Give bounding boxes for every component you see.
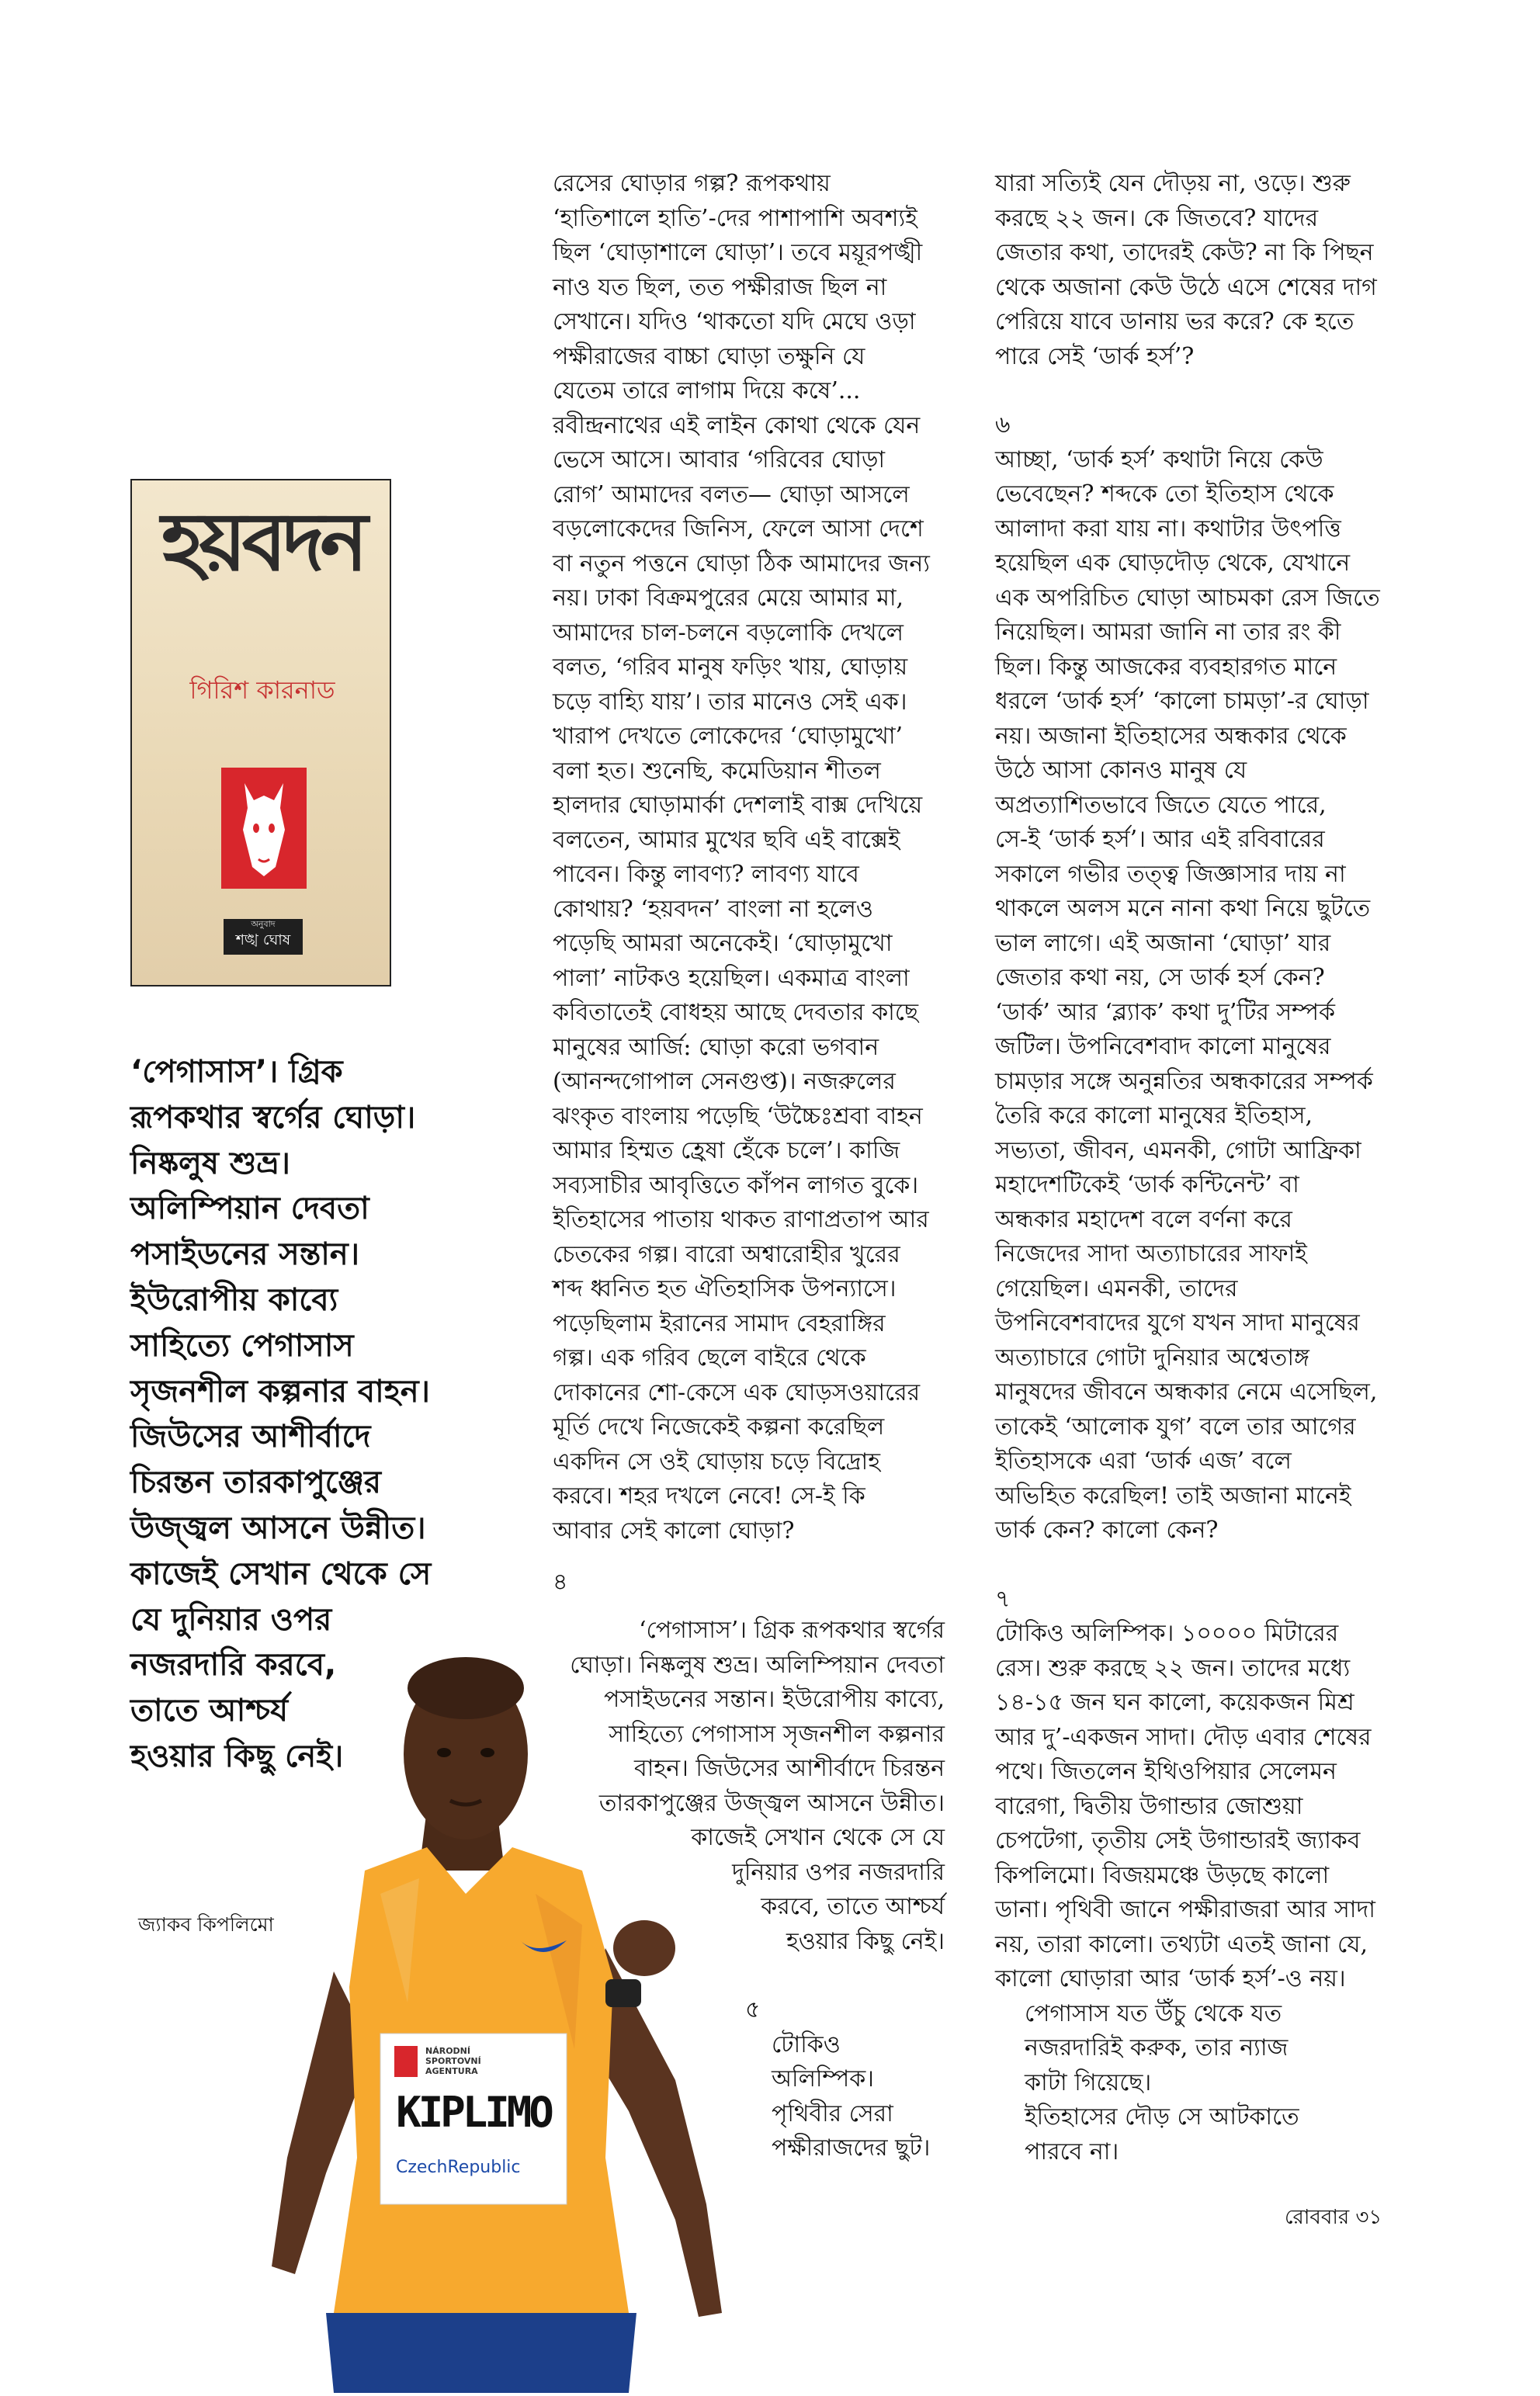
runner-photo (241, 1614, 737, 2393)
text-line: হওয়ার কিছু নেই। (130, 1738, 344, 1774)
text-line: উঠে আসা কোনও মানুষ যে (995, 757, 1247, 784)
text-line: ভেসে আসে। আবার ‘গরিবের ঘোড়া (553, 446, 886, 473)
section-number-5: ৫ (745, 1996, 761, 2023)
text-line: ‘ডার্ক’ আর ‘ব্ল্যাক’ কথা দু’টির সম্পর্ক (995, 998, 1335, 1026)
text-line: সৃজনশীল কল্পনার বাহন। (130, 1373, 430, 1410)
text-line: ছিল। কিন্তু আজকের ব্যবহারগত মানে (995, 653, 1337, 681)
text-line: শব্দ ধ্বনিত হত ঐতিহাসিক উপন্যাসে। (553, 1275, 897, 1302)
section4-line: করবে, তাতে আশ্চর্য (761, 1893, 945, 1920)
section5-body (745, 1993, 945, 2166)
text-line: ইউরোপীয় কাব্যে (130, 1281, 338, 1318)
text-line: ইতিহাসের পাতায় থাকত রাণাপ্রতাপ আর (553, 1206, 929, 1233)
book-title: হয়বদন (161, 494, 364, 589)
text-line: ঝংকৃত বাংলায় পড়েছি ‘উচ্চৈঃশ্রবা বাহন (553, 1102, 923, 1130)
text-line: কালো ঘোড়ারা আর ‘ডার্ক হর্স’-ও নয়। (995, 1965, 1346, 1992)
section-number-7: ৭ (995, 1585, 1011, 1613)
text-line: ছিল ‘ঘোড়াশালে ঘোড়া’। তবে ময়ূরপঙ্খী (553, 239, 923, 266)
article-column-middle (553, 167, 956, 1600)
text-line: জটিল। উপনিবেশবাদ কালো মানুষের (995, 1033, 1331, 1060)
text-line: আলাদা করা যায় না। কথাটার উৎপত্তি (995, 515, 1341, 543)
column3-closing-2 (995, 2100, 1408, 2169)
book-author: গিরিশ কারনাড (189, 675, 335, 705)
text-line: সব্যসাচীর আবৃত্তিতে কাঁপন লাগত বুকে। (553, 1171, 919, 1199)
section4-line: পসাইডনের সন্তান। ইউরোপীয় কাব্যে, (604, 1686, 945, 1713)
text-line: বলত, ‘গরিব মানুষ ফড়িং খায়, ঘোড়ায় (553, 654, 908, 681)
text-line: খারাপ দেখতে লোকেদের ‘ঘোড়ামুখো’ (553, 723, 904, 750)
text-line: নিজেদের সাদা অত্যাচারের সাফাই (995, 1240, 1307, 1267)
text-line: পেগাসাস যত উঁচু থেকে যত (1025, 1999, 1282, 2027)
text-line: হালদার ঘোড়ামার্কা দেশলাই বাক্স দেখিয়ে (553, 792, 923, 819)
translator-name: শঙ্খ ঘোষ (235, 931, 291, 948)
text-line: আবার সেই কালো ঘোড়া? (553, 1517, 795, 1545)
text-line: অভিহিত করেছিল! তাই অজানা মানেই (995, 1482, 1351, 1510)
text-line: ‘হাতিশালে হাতি’-দের পাশাপাশি অবশ্যই (553, 204, 917, 232)
text-line: গেয়েছিল। এমনকী, তাদের (995, 1274, 1238, 1302)
text-line: উপনিবেশবাদের যুগে যখন সাদা মানুষের (995, 1309, 1360, 1337)
text-line: মূর্তি দেখে নিজেকেই কল্পনা করেছিল (553, 1413, 885, 1441)
text-line: থেকে অজানা কেউ উঠে এসে শেষের দাগ (995, 273, 1377, 301)
text-line: পারে সেই ‘ডার্ক হর্স’? (995, 342, 1195, 370)
text-line: তৈরি করে কালো মানুষের ইতিহাস, (995, 1102, 1313, 1129)
section5-line: পৃথিবীর সেরা (772, 2100, 893, 2127)
text-line: জেতার কথা নয়, সে ডার্ক হর্স কেন? (995, 964, 1325, 991)
section4-line: বাহন। জিউসের আশীর্বাদে চিরন্তন (634, 1755, 945, 1782)
text-line: নিয়েছিল। আমরা জানি না তার রং কী (995, 619, 1341, 646)
text-line: অন্ধকার মহাদেশ বলে বর্ণনা করে (995, 1205, 1292, 1233)
text-line: থাকলে অলস মনে নানা কথা নিয়ে ছুটতে (995, 895, 1371, 922)
text-line: নজরদারিই করুক, তার ন্যাজ (1025, 2034, 1289, 2061)
text-line: পেরিয়ে যাবে ডানায় ভর করে? কে হতে (995, 308, 1354, 335)
text-line: দোকানের শো-কেসে এক ঘোড়সওয়ারের (553, 1378, 921, 1406)
section5-line: পক্ষীরাজদের ছুট। (772, 2134, 931, 2162)
photo-caption: জ্যাকব কিপলিমো (138, 1913, 274, 1936)
text-line: (আনন্দগোপাল সেনগুপ্ত)। নজরুলের (553, 1068, 896, 1095)
text-line: চেতকের গল্প। বারো অশ্বারোহীর খুরের (553, 1240, 900, 1268)
text-line: ধরলে ‘ডার্ক হর্স’ ‘কালো চামড়া’-র ঘোড়া (995, 688, 1369, 715)
text-line: তাতে আশ্চর্য (130, 1693, 289, 1729)
text-line: ১৪-১৫ জন ঘন কালো, কয়েকজন মিশ্র (995, 1689, 1354, 1716)
bib-org-line3: AGENTURA (425, 2066, 478, 2076)
text-line: পড়েছিলাম ইরানের সামাদ বেহরাঙ্গির (553, 1309, 886, 1337)
text-line: বড়লোকেদের জিনিস, ফেলে আসা দেশে (553, 515, 924, 543)
section-number-4: ৪ (553, 1569, 568, 1596)
text-line: নাও যত ছিল, তত পক্ষীরাজ ছিল না (553, 273, 887, 301)
column3-intro (995, 167, 1408, 374)
text-line: করছে ২২ জন। কে জিতবে? যাদের (995, 204, 1319, 232)
column3-section6 (995, 443, 1408, 1548)
text-line: রোগ’ আমাদের বলত— ঘোড়া আসলে (553, 480, 910, 508)
text-line: চড়ে বাহ্যি যায়’। তার মানেও সেই এক। (553, 688, 907, 716)
text-line: জিউসের আশীর্বাদে (130, 1419, 371, 1455)
text-line: অত্যাচারে গোটা দুনিয়ার অশ্বেতাঙ্গ (995, 1344, 1309, 1371)
text-line: সাহিত্যে পেগাসাস (130, 1327, 354, 1364)
text-line: আমাদের চাল-চলনে বড়লোকি দেখলে (553, 619, 904, 647)
text-line: ডার্ক কেন? কালো কেন? (995, 1517, 1219, 1544)
text-line: একদিন সে ওই ঘোড়ায় চড়ে বিদ্রোহ (553, 1448, 880, 1475)
section4-line: হওয়ার কিছু নেই। (786, 1927, 945, 1955)
text-line: রেস। শুরু করছে ২২ জন। তাদের মধ্যে (995, 1654, 1351, 1682)
section4-line: দুনিয়ার ওপর নজরদারি (732, 1858, 945, 1886)
bib-name: KIPLIMO (396, 2088, 551, 2137)
text-line: তাকেই ‘আলোক যুগ’ বলে তার আগের (995, 1413, 1356, 1441)
text-line: কাজেই সেখান থেকে সে (130, 1555, 432, 1592)
text-line: সে-ই ‘ডার্ক হর্স’। আর এই রবিবারের (995, 826, 1325, 853)
text-line: নিষ্কলুষ শুভ্র। (130, 1145, 290, 1181)
text-line: পক্ষীরাজের বাচ্চা ঘোড়া তক্ষুনি যে (553, 342, 865, 370)
text-line: আমার হিম্মত হ্রেষা হেঁকে চলে’। কাজি (553, 1137, 900, 1164)
text-line: চেপটেগা, তৃতীয় সেই উগান্ডারই জ্যাকব (995, 1827, 1361, 1854)
text-line: ভাল লাগে। এই অজানা ‘ঘোড়া’ যার (995, 929, 1331, 957)
text-line: পাবেন। কিন্তু লাবণ্য? লাবণ্য যাবে (553, 861, 859, 888)
column2-intro (553, 167, 956, 1548)
translator-label: অনুবাদ (251, 919, 276, 929)
text-line: বলা হত। শুনেছি, কমেডিয়ান শীতল (553, 757, 881, 785)
text-line: বলতেন, আমার মুখের ছবি এই বাক্সেই (553, 826, 900, 854)
text-line: রবীন্দ্রনাথের এই লাইন কোথা থেকে যেন (553, 411, 921, 439)
text-line: রূপকথার স্বর্গের ঘোড়া। (130, 1099, 416, 1136)
bib-org (425, 2046, 481, 2076)
text-line: নয়। অজানা ইতিহাসের অন্ধকার থেকে (995, 722, 1347, 750)
bib-sponsor: CzechRepublic (396, 2158, 521, 2177)
text-line: আচ্ছা, ‘ডার্ক হর্স’ কথাটা নিয়ে কেউ (995, 446, 1323, 473)
text-line: এক অপরিচিত ঘোড়া আচমকা রেস জিতে (995, 584, 1380, 612)
section4-line: ঘোড়া। নিষ্কলুষ শুভ্র। অলিম্পিয়ান দেবতা (570, 1651, 945, 1679)
text-line: ইতিহাসকে এরা ‘ডার্ক এজ’ বলে (995, 1448, 1292, 1475)
text-line: অপ্রত্যাশিতভাবে জিতে যেতে পারে, (995, 791, 1327, 819)
text-line: নয়। ঢাকা বিক্রমপুরের মেয়ে আমার মা, (553, 584, 904, 612)
text-line: কোথায়? ‘হয়বদন’ বাংলা না হলেও (553, 895, 873, 923)
text-line: ডানা। পৃথিবী জানে পক্ষীরাজরা আর সাদা (995, 1896, 1375, 1923)
text-line: পারবে না। (1025, 2138, 1119, 2165)
text-line: পথে। জিতলেন ইথিওপিয়ার সেলেমন (995, 1758, 1337, 1785)
text-line: ভেবেছেন? শব্দকে তো ইতিহাস থেকে (995, 480, 1334, 508)
text-line: যারা সত্যিই যেন দৌড়য় না, ওড়ে। শুরু (995, 170, 1351, 197)
text-line: আর দু’-একজন সাদা। দৌড় এবার শেষের (995, 1723, 1372, 1751)
text-line: কবিতাতেই বোধহয় আছে দেবতার কাছে (553, 999, 919, 1026)
text-line: হয়েছিল এক ঘোড়দৌড় থেকে, যেখানে (995, 550, 1351, 577)
translator-box (224, 919, 303, 955)
section4-line: ‘পেগাসাস’। গ্রিক রূপকথার স্বর্গের (639, 1617, 945, 1644)
text-line: অলিম্পিয়ান দেবতা (130, 1191, 369, 1227)
bib-org-line2: SPORTOVNÍ (425, 2056, 481, 2066)
text-line: মানুষের আর্জি: ঘোড়া করো ভগবান (553, 1033, 879, 1061)
text-line: জেতার কথা, তাদেরই কেউ? না কি পিছন (995, 239, 1374, 266)
section-number-6: ৬ (995, 411, 1011, 439)
article-column-right (995, 167, 1408, 2169)
text-line: যেতেম তারে লাগাম দিয়ে কষে’... (553, 377, 861, 404)
text-line: টোকিও অলিম্পিক। ১০০০০ মিটারের (995, 1620, 1339, 1647)
text-line: পালা’ নাটকও হয়েছিল। একমাত্র বাংলা (553, 964, 910, 992)
column3-section7 (995, 1617, 1408, 1997)
text-line: উজ্জ্বল আসনে উন্নীত। (130, 1510, 426, 1546)
book-cover-image (130, 479, 391, 986)
text-line: যে দুনিয়ার ওপর (130, 1601, 332, 1638)
text-line: চামড়ার সঙ্গে অনুন্নতির অন্ধকারের সম্পর্ক (995, 1067, 1373, 1095)
text-line: কাটা গিয়েছে। (1025, 2068, 1152, 2096)
column3-closing-1 (995, 1997, 1408, 2101)
text-line: মানুষদের জীবনে অন্ধকার নেমে এসেছিল, (995, 1378, 1378, 1406)
text-line: বা নতুন পত্তনে ঘোড়া ঠিক আমাদের জন্য (553, 550, 930, 577)
text-line: সকালে গভীর তত্ত্ব জিজ্ঞাসার দায় না (995, 860, 1346, 888)
text-line: পসাইডনের সন্তান। (130, 1236, 360, 1273)
section4-line: তারকাপুঞ্জের উজ্জ্বল আসনে উন্নীত। (598, 1789, 945, 1817)
text-line: মহাদেশটিকেই ‘ডার্ক কন্টিনেন্ট’ বা (995, 1171, 1299, 1198)
section5-line: অলিম্পিক। (772, 2065, 874, 2093)
horse-head-emblem-icon (221, 768, 307, 889)
text-line: সেখানে। যদিও ‘থাকতো যদি মেঘে ওড়া (553, 308, 916, 335)
text-line: নয়, তারা কালো। তথ্যটা এতই জানা যে, (995, 1930, 1368, 1958)
text-line: কিপলিমো। বিজয়মঞ্চে উড়ছে কালো (995, 1861, 1330, 1889)
bib-org-line1: NÁRODNÍ (425, 2046, 470, 2056)
text-line: করবে। শহর দখলে নেবে! সে-ই কি (553, 1482, 865, 1510)
section4-line: সাহিত্যে পেগাসাস সৃজনশীল কল্পনার (609, 1720, 945, 1748)
text-line: ইতিহাসের দৌড় সে আটকাতে (1025, 2103, 1299, 2131)
page-footer: রোববার ৩১ (1285, 2206, 1382, 2229)
text-line: সভ্যতা, জীবন, এমনকী, গোটা আফ্রিকা (995, 1136, 1361, 1164)
text-line: নজরদারি করবে, (130, 1647, 337, 1683)
text-line: ‘পেগাসাস’। গ্রিক (130, 1054, 343, 1090)
text-line: চিরন্তন তারকাপুঞ্জের (130, 1465, 382, 1501)
text-line: বারেগা, দ্বিতীয় উগান্ডার জোশুয়া (995, 1792, 1303, 1820)
text-line: রেসের ঘোড়ার গল্প? রূপকথায় (553, 170, 831, 197)
text-line: গল্প। এক গরিব ছেলে বাইরে থেকে (553, 1344, 866, 1371)
text-line: পড়েছি আমরা অনেকেই। ‘ঘোড়ামুখো (553, 930, 893, 957)
section5-line: টোকিও (772, 2030, 841, 2058)
section4-line: কাজেই সেখান থেকে সে যে (691, 1824, 945, 1851)
